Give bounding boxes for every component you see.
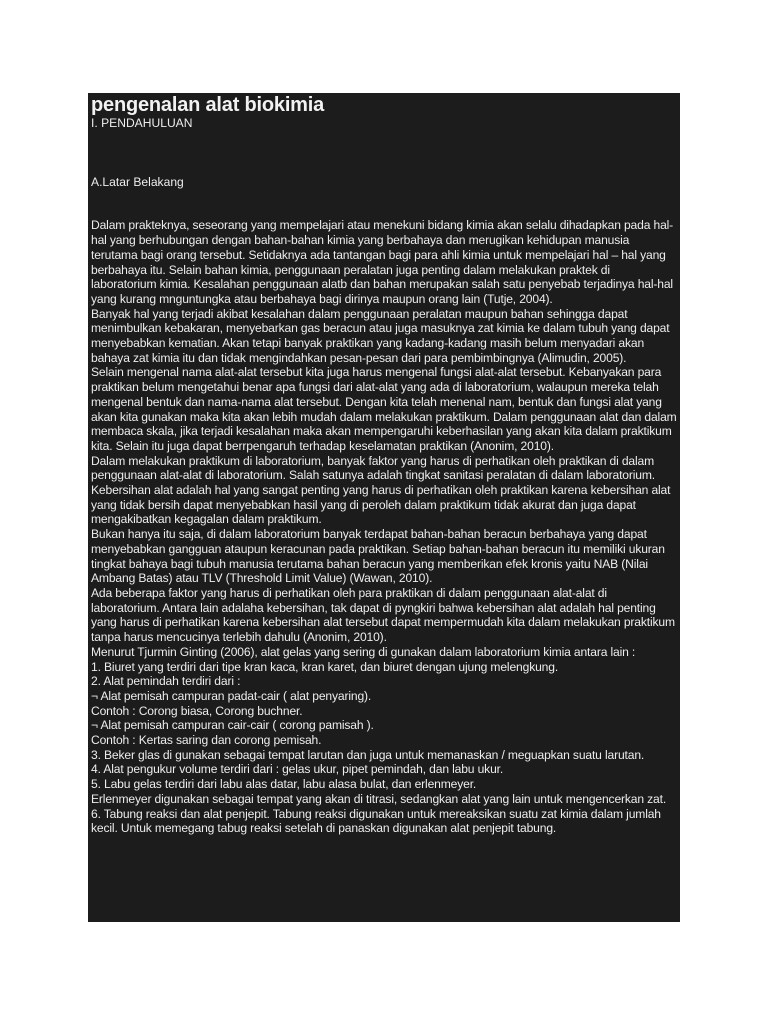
list-item: 3. Beker glas di gunakan sebagai tempat larutan dan juga untuk memanaskan / meguapkan suatu larutan. <box>91 747 645 762</box>
section-heading: I. PENDAHULUAN <box>91 116 193 130</box>
paragraph: Dalam melakukan praktikum di laboratorium, banyak faktor yang harus di perhatikan oleh praktikan di dalam penggunaan alat-alat di laboratorium. Salah satunya adalah tingkat sanitasi peralatan di dalam laboratorium. Kebersihan alat adalah hal yang sangat penting yang harus di perhatikan oleh praktikan karena kebersihan alat yang tidak bersih dapat menyebabkan hasil yang di peroleh dalam praktikum tidak akurat dan juga dapat mengakibatkan kegagalan dalam praktikum. <box>91 453 671 527</box>
document-body <box>91 218 678 836</box>
paragraph: Erlenmeyer digunakan sebagai tempat yang akan di titrasi, sedangkan alat yang lain untuk mengencerkan zat. <box>91 791 667 806</box>
subsection-heading: A.Latar Belakang <box>91 174 184 189</box>
sub-list-item: ¬ Alat pemisah campuran padat-cair ( alat penyaring). <box>91 688 372 703</box>
paragraph: Ada beberapa faktor yang harus di perhatikan oleh para praktikan di dalam penggunaan alat-alat di laboratorium. Antara lain adalaha kebersihan, tak dapat di pyngkiri bahwa kebersihan alat adalah hal penting yang harus di perhatikan karena kebersihan alat tersebut dapat mempermudah kita dalam melakukan praktikum tanpa harus mencucinya terlebih dahulu (Anonim, 2010). <box>91 585 675 645</box>
paragraph: Dalam prakteknya, seseorang yang mempelajari atau menekuni bidang kimia akan selalu dihadapkan pada hal-hal yang berhubungan dengan bahan-bahan kimia yang berbahaya dan merugikan kehidupan manusia terutama bagi orang tersebut. Setidaknya ada tantangan bagi para ahli kimia untuk mempelajari hal – hal yang berbahaya itu. Selain bahan kimia, penggunaan peralatan juga penting dalam melakukan praktek di laboratorium kimia. Kesalahan penggunaan alatb dan bahan merupakan salah satu penyebab terjadinya hal-hal yang kurang mnguntungka atau berbahaya bagi dirinya maupun orang lain (Tutje, 2004). <box>91 218 674 306</box>
paragraph: Menurut Tjurmin Ginting (2006), alat gelas yang sering di gunakan dalam laboratorium kimia antara lain : <box>91 644 636 659</box>
list-item: 6. Tabung reaksi dan alat penjepit. Tabung reaksi digunakan untuk mereaksikan suatu zat kimia dalam jumlah kecil. Untuk memegang tabug reaksi setelah di panaskan digunakan alat penjepit tabung. <box>91 806 661 836</box>
paragraph: Bukan hanya itu saja, di dalam laboratorium banyak terdapat bahan-bahan beracun berbahaya yang dapat menyebabkan gangguan ataupun keracunan pada praktikan. Setiap bahan-bahan beracun itu memiliki ukuran tingkat bahaya bagi tubuh manusia terutama bahan beracun yang memberikan efek kronis yaitu NAB (Nilai Ambang Batas) atau TLV (Threshold Limit Value) (Wawan, 2010). <box>91 527 665 586</box>
document-page <box>88 93 680 922</box>
list-item: 1. Biuret yang terdiri dari tipe kran kaca, kran karet, dan biuret dengan ujung melengkung. <box>91 659 559 674</box>
list-item: 4. Alat pengukur volume terdiri dari : gelas ukur, pipet pemindah, dan labu ukur. <box>91 762 504 777</box>
document-title: pengenalan alat biokimia <box>91 94 325 116</box>
spacer <box>91 131 678 175</box>
list-item: 5. Labu gelas terdiri dari labu alas datar, labu alasa bulat, dan erlenmeyer. <box>91 777 477 792</box>
paragraph: Selain mengenal nama alat-alat tersebut kita juga harus mengenal fungsi alat-alat tersebut. Kebanyakan para praktikan belum mengetahui benar apa fungsi dari alat-alat yang ada di laboratorium, walaupun mereka telah mengenal bentuk dan nama-nama alat tersebut. Dengan kita telah menenal nam, bentuk dan fungsi alat yang akan kita gunakan maka kita akan lebih mudah dalam melakukan praktikum. Dalam penggunaan alat dan dalam membaca skala, jika terjadi kesalahan maka akan mempengaruhi keberhasilan yang akan kita dalam praktikum kita. Selain itu juga dapat berrpengaruh terhadap keselamatan praktikan (Anonim, 2010). <box>91 365 677 453</box>
list-item: 2. Alat pemindah terdiri dari : <box>91 674 241 689</box>
example-line: Contoh : Kertas saring dan corong pemisah. <box>91 733 322 748</box>
example-line: Contoh : Corong biasa, Corong buchner. <box>91 703 303 718</box>
spacer <box>91 189 678 218</box>
sub-list-item: ¬ Alat pemisah campuran cair-cair ( corong pamisah ). <box>91 718 374 733</box>
paragraph: Banyak hal yang terjadi akibat kesalahan dalam penggunaan peralatan maupun bahan sehingga dapat menimbulkan kebakaran, menyebarkan gas beracun atau juga masuknya zat kimia ke dalam tubuh yang dapat menyebabkan kematian. Akan tetapi banyak praktikan yang kadang-kadang masih belum menyadari akan bahaya zat kimia itu dan tidak mengindahkan pesan-pesan dari para pembimbingnya (Alimudin, 2005). <box>91 306 670 365</box>
